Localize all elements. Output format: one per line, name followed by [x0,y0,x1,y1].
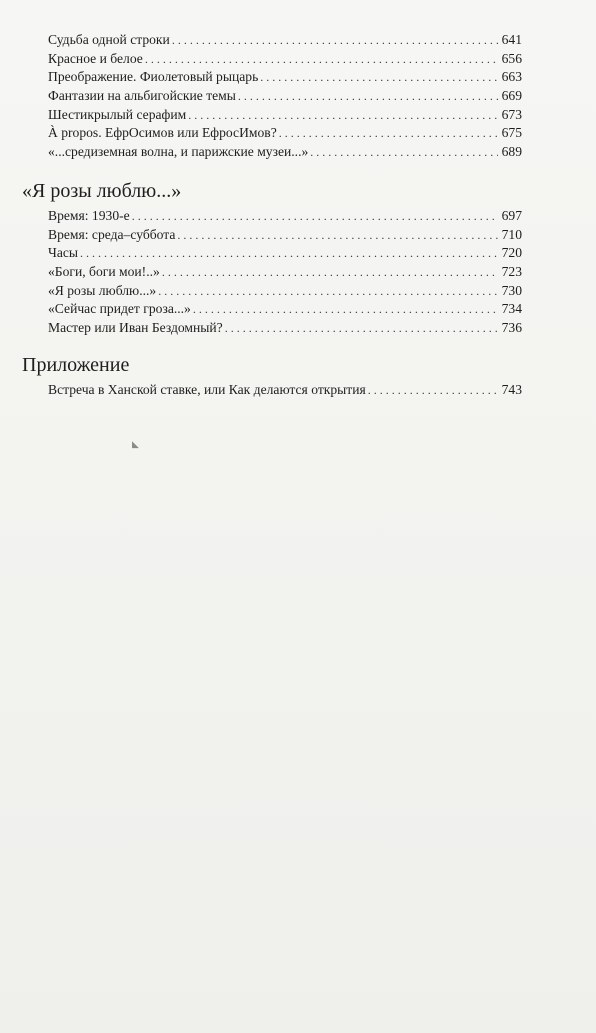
toc-entry-page: 736 [501,319,522,335]
toc-entry[interactable] [48,282,522,301]
toc-entry[interactable] [48,244,522,263]
dot-leader [310,143,497,162]
toc-entry[interactable] [48,319,522,338]
toc-entry-title: Мастер или Иван Бездомный? [48,319,223,335]
toc-entry[interactable] [48,87,522,106]
toc-entry-page: 669 [501,88,522,104]
toc-entry-page: 656 [501,50,522,66]
dot-leader [279,124,498,143]
dot-leader [177,226,497,245]
dot-leader [172,31,498,50]
toc-entry-title: Преображение. Фиолетовый рыцарь [48,69,259,85]
toc-entry-page: 710 [501,226,522,242]
toc-entry-title: «Боги, боги мои!..» [48,263,160,279]
toc-entry-page: 673 [501,106,522,122]
dot-leader [80,244,498,263]
toc-entry[interactable] [48,381,522,400]
toc-entry-page: 730 [501,282,522,298]
toc-entry[interactable] [48,207,522,226]
toc-entry-title: Судьба одной строки [48,32,170,47]
toc-section-entries [48,207,522,338]
dot-leader [188,106,497,125]
toc-entry-page: 743 [501,381,522,397]
dot-leader [132,207,498,226]
toc-entry-page: 663 [501,69,522,85]
toc-entry-title: Время: среда–суббота [48,226,176,242]
dot-leader [368,381,498,400]
toc-entry-page: 697 [501,207,522,223]
toc-entry-page: 641 [501,32,522,47]
toc-entry-page: 734 [501,301,522,317]
toc-entry-title: «...средиземная волна, и парижские музеи...» [48,144,309,160]
toc-entry-page: 689 [501,144,522,160]
dot-leader [145,50,498,69]
toc-entry[interactable] [48,124,522,143]
toc-entry-title: À propos. ЕфрОсимов или ЕфросИмов? [48,125,277,141]
dot-leader [193,300,498,319]
section-heading[interactable]: Приложение [22,353,130,376]
toc-entry-page: 723 [501,263,522,279]
toc-entry[interactable] [48,143,522,162]
dot-leader [260,68,497,87]
dot-leader [238,87,498,106]
toc-entry-page: 675 [501,125,522,141]
toc-entry-title: «Я розы люблю...» [48,282,157,298]
toc-entry-title: Фантазии на альбигойские темы [48,88,236,104]
toc-section-continued [48,31,522,162]
toc-entry[interactable] [48,106,522,125]
toc-entry-title: Встреча в Ханской ставке, или Как делаются открытия [48,381,366,397]
dot-leader [225,319,498,338]
toc-entry[interactable] [48,31,522,50]
toc-entry-title: «Сейчас придет гроза...» [48,301,191,317]
dot-leader [158,282,497,301]
print-speck: ◣ [132,439,139,449]
toc-entry[interactable] [48,50,522,69]
toc-section-entries [48,381,522,400]
toc-entry[interactable] [48,300,522,319]
dot-leader [162,263,498,282]
section-heading[interactable]: «Я розы люблю...» [22,179,182,202]
toc-entry-page: 720 [501,245,522,261]
toc-entry[interactable] [48,68,522,87]
toc-entry-title: Шестикрылый серафим [48,106,187,122]
toc-entry-title: Красное и белое [48,50,143,66]
table-of-contents [22,31,522,399]
toc-entry-title: Часы [48,245,79,261]
toc-entry[interactable] [48,226,522,245]
toc-entry[interactable] [48,263,522,282]
toc-entry-title: Время: 1930-е [48,207,130,223]
